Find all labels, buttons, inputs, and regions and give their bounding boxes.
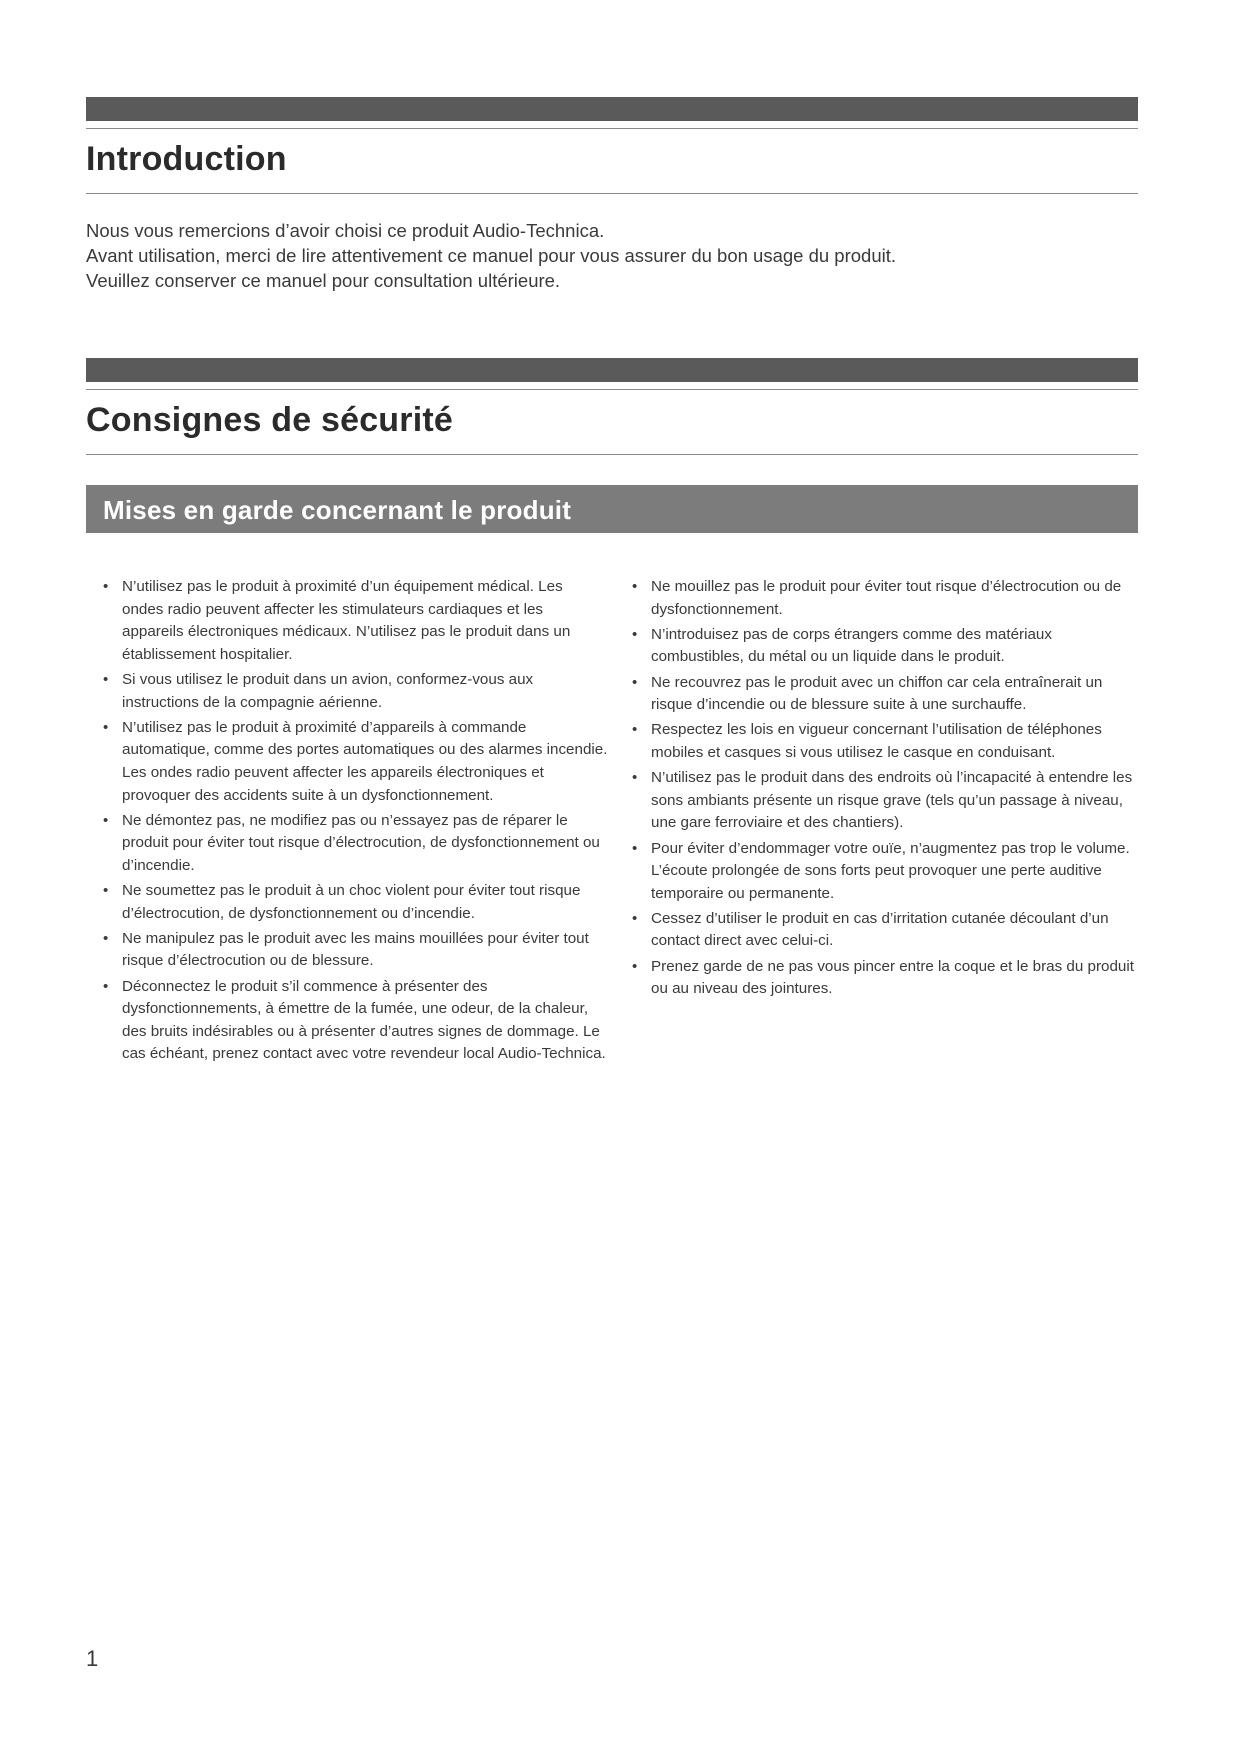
warning-item (632, 908, 1137, 953)
warning-text: Si vous utilisez le produit dans un avion, conformez-vous aux instructions de la compagnie aérienne. (122, 670, 534, 711)
warning-text: Ne recouvrez pas le produit avec un chiffon car cela entraînerait un risque d’incendie ou de blessure suite à une surchauffe. (651, 673, 1103, 714)
warning-text: Ne soumettez pas le produit à un choc violent pour éviter tout risque d’électrocution, de dysfonctionnement ou d’incendie. (122, 882, 581, 922)
warning-item (103, 576, 608, 666)
warning-text: N’introduisez pas de corps étrangers comme des matériaux combustibles, du métal ou un liquide dans le produit. (651, 625, 1052, 666)
bullet-icon: • (632, 957, 638, 975)
warning-item (103, 810, 608, 878)
product-warnings-banner (86, 485, 1138, 533)
bullet-icon: • (103, 977, 109, 995)
intro-top-rule (86, 128, 1138, 129)
warning-text: Prenez garde de ne pas vous pincer entre la coque et le bras du produit ou au niveau des jointures. (651, 957, 1134, 998)
warning-text: Ne manipulez pas le produit avec les mains mouillées pour éviter tout risque d’électrocution ou de blessure. (122, 929, 589, 970)
warning-text: N’utilisez pas le produit dans des endroits où l’incapacité à entendre les sons ambiants présente un risque grave (tels qu’un passage à niveau, une gare ferroviaire et des chantiers). (651, 769, 1133, 832)
warning-item (103, 928, 608, 973)
warning-item (632, 767, 1137, 835)
warning-text: Ne démontez pas, ne modifiez pas ou n’essayez pas de réparer le produit pour éviter tout risque d’électrocution, de dysfonctionnement ou d’incendie. (122, 811, 600, 874)
warning-text: N’utilisez pas le produit à proximité d’appareils à commande automatique, comme des portes automatiques ou des alarmes incendie. Les ondes radio peuvent affecter les appareils électroniques et provoquer des accidents suite à un dysfonctionnement. (122, 718, 608, 804)
warning-item (632, 576, 1137, 621)
safety-heading: Consignes de sécurité (86, 401, 453, 439)
safety-bottom-rule (86, 454, 1138, 455)
bullet-icon: • (632, 578, 638, 595)
product-warnings-title: Mises en garde concernant le produit (103, 495, 572, 525)
safety-top-rule (86, 389, 1138, 390)
bullet-icon: • (632, 673, 638, 691)
bullet-icon: • (103, 578, 109, 595)
warnings-right-column (632, 576, 1137, 1003)
bullet-icon: • (632, 721, 638, 739)
warning-item (632, 719, 1137, 764)
warning-item (103, 976, 608, 1066)
page-number: 1 (86, 1646, 99, 1671)
intro-bottom-rule (86, 193, 1138, 194)
bullet-icon: • (103, 882, 109, 900)
intro-text (86, 218, 1138, 293)
warning-text: Pour éviter d’endommager votre ouïe, n’augmentez pas trop le volume. L’écoute prolongée de sons forts peut provoquer une perte auditive temporaire ou permanente. (651, 839, 1130, 902)
warning-item (103, 669, 608, 714)
warning-item (632, 956, 1137, 1001)
warning-item (632, 838, 1137, 906)
bullet-icon: • (632, 769, 638, 787)
warning-text: N’utilisez pas le produit à proximité d’un équipement médical. Les ondes radio peuvent affecter les stimulateurs cardiaques et les appareils électroniques médicaux. N’utilisez pas le produit dans un établissement hospitalier. (122, 578, 571, 663)
warning-text: Ne mouillez pas le produit pour éviter tout risque d’électrocution ou de dysfonctionnement. (651, 578, 1122, 618)
warnings-left-column (103, 576, 608, 1069)
intro-line: Nous vous remercions d’avoir choisi ce produit Audio-Technica. (86, 220, 605, 241)
bullet-icon: • (632, 625, 638, 643)
bullet-icon: • (632, 909, 638, 927)
warning-item (103, 717, 608, 807)
bullet-icon: • (103, 670, 109, 688)
warning-item (632, 672, 1137, 717)
intro-section-bar (86, 97, 1138, 121)
bullet-icon: • (103, 929, 109, 947)
warning-text: Déconnectez le produit s’il commence à présenter des dysfonctionnements, à émettre de la fumée, une odeur, de la chaleur, des bruits indésirables ou à présenter d’autres signes de dommage. Le cas échéant, prenez contact avec votre revendeur local Audio-Technica. (122, 977, 606, 1063)
warning-text: Cessez d’utiliser le produit en cas d’irritation cutanée découlant d’un contact direct avec celui-ci. (651, 909, 1109, 950)
warning-item (632, 624, 1137, 669)
warning-text: Respectez les lois en vigueur concernant l’utilisation de téléphones mobiles et casques si vous utilisez le casque en conduisant. (651, 721, 1102, 761)
warning-item (103, 880, 608, 925)
intro-line: Avant utilisation, merci de lire attentivement ce manuel pour vous assurer du bon usage du produit. (86, 245, 897, 266)
safety-section-bar (86, 358, 1138, 382)
intro-heading: Introduction (86, 140, 287, 178)
bullet-icon: • (632, 839, 638, 857)
bullet-icon: • (103, 811, 109, 829)
intro-line: Veuillez conserver ce manuel pour consultation ultérieure. (86, 270, 561, 291)
bullet-icon: • (103, 718, 109, 736)
